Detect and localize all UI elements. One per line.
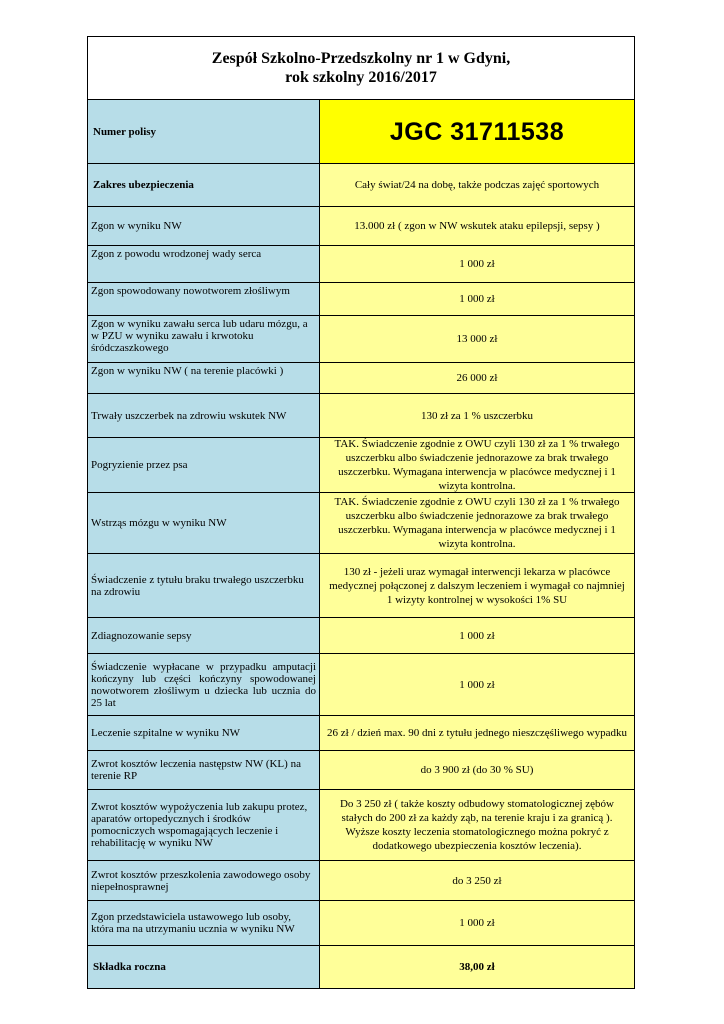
table-row: [88, 438, 634, 493]
row-value: 13 000 zł: [320, 316, 634, 362]
row-value: 13.000 zł ( zgon w NW wskutek ataku epilepsji, sepsy ): [320, 207, 634, 245]
table-row: [88, 901, 634, 946]
row-label: Zgon w wyniku NW ( na terenie placówki ): [88, 363, 320, 393]
row-label: Leczenie szpitalne w wyniku NW: [88, 716, 320, 750]
row-value: 1 000 zł: [320, 618, 634, 653]
row-value: do 3 900 zł (do 30 % SU): [320, 751, 634, 789]
row-value: 1 000 zł: [320, 246, 634, 282]
table-row: [88, 164, 634, 207]
table-row: [88, 618, 634, 654]
table-row: [88, 751, 634, 790]
row-value: 1 000 zł: [320, 654, 634, 715]
row-value: TAK. Świadczenie zgodnie z OWU czyli 130 zł za 1 % trwałego uszczerbku albo świadczenie jednorazowe za brak trwałego uszczerbku. Wymagana interwencja w placówce medycznej i 1 wizyta kontrolna.: [320, 438, 634, 492]
row-value: 1 000 zł: [320, 901, 634, 945]
insurance-summary-table: [87, 36, 635, 989]
table-row: [88, 790, 634, 861]
row-label: Świadczenie wypłacane w przypadku amputacji kończyny lub części kończyny spowodowanej nowotworem złośliwym u dziecka lub ucznia do 25 lat: [88, 654, 320, 715]
row-label: Świadczenie z tytułu braku trwałego uszczerbku na zdrowiu: [88, 554, 320, 617]
row-value: 130 zł za 1 % uszczerbku: [320, 394, 634, 437]
policy-number-label: Numer polisy: [88, 100, 320, 163]
row-value: 1 000 zł: [320, 283, 634, 315]
row-value: Do 3 250 zł ( także koszty odbudowy stomatologicznej zębów stałych do 200 zł za każdy ząb, na terenie kraju i za granicą ). Wyższe koszty leczenia stomatologicznego można pokryć z dodatkowego ubezpieczenia kosztów leczenia).: [320, 790, 634, 860]
row-label: Pogryzienie przez psa: [88, 438, 320, 492]
row-label: Zwrot kosztów wypożyczenia lub zakupu protez, aparatów ortopedycznych i środków pomocniczych wspomagających leczenie i rehabilitację w wyniku NW: [88, 790, 320, 860]
table-row: [88, 554, 634, 618]
row-label: Zgon w wyniku zawału serca lub udaru mózgu, a w PZU w wyniku zawału i krwotoku śródczaszkowego: [88, 316, 320, 362]
table-row: [88, 493, 634, 554]
row-label: Zwrot kosztów przeszkolenia zawodowego osoby niepełnosprawnej: [88, 861, 320, 900]
table-row: [88, 316, 634, 363]
table-row: [88, 861, 634, 901]
table-row: [88, 654, 634, 716]
document-header: [88, 37, 634, 100]
row-value: do 3 250 zł: [320, 861, 634, 900]
row-label: Zgon w wyniku NW: [88, 207, 320, 245]
row-value: 130 zł - jeżeli uraz wymagał interwencji lekarza w placówce medycznej połączonej z dalszym leczeniem i wymagał co najmniej 1 wizyty kontrolnej w wysokości 1% SU: [320, 554, 634, 617]
annual-premium-value: 38,00 zł: [320, 946, 634, 988]
header-title-line1: Zespół Szkolno-Przedszkolny nr 1 w Gdyni,: [211, 50, 511, 67]
row-label: Zwrot kosztów leczenia następstw NW (KL) na terenie RP: [88, 751, 320, 789]
row-label: Wstrząs mózgu w wyniku NW: [88, 493, 320, 553]
row-label: Zdiagnozowanie sepsy: [88, 618, 320, 653]
annual-premium-row: [88, 946, 634, 988]
row-label: Zgon przedstawiciela ustawowego lub osoby, która ma na utrzymaniu ucznia w wyniku NW: [88, 901, 320, 945]
row-value: 26 zł / dzień max. 90 dni z tytułu jednego nieszczęśliwego wypadku: [320, 716, 634, 750]
policy-number-value: JGC 31711538: [320, 100, 634, 163]
row-label: Trwały uszczerbek na zdrowiu wskutek NW: [88, 394, 320, 437]
table-row: [88, 207, 634, 246]
table-row: [88, 283, 634, 316]
policy-number-row: [88, 100, 634, 164]
table-row: [88, 394, 634, 438]
table-row: [88, 246, 634, 283]
table-row: [88, 716, 634, 751]
annual-premium-label: Składka roczna: [88, 946, 320, 988]
row-label: Zgon z powodu wrodzonej wady serca: [88, 246, 320, 282]
row-value: Cały świat/24 na dobę, także podczas zajęć sportowych: [320, 164, 634, 206]
table-row: [88, 363, 634, 394]
header-title-line2: rok szkolny 2016/2017: [285, 69, 437, 86]
row-value: TAK. Świadczenie zgodnie z OWU czyli 130 zł za 1 % trwałego uszczerbku albo świadczenie jednorazowe za brak trwałego uszczerbku. Wymagana interwencja w placówce medycznej i 1 wizyta kontrolna.: [320, 493, 634, 553]
row-value: 26 000 zł: [320, 363, 634, 393]
row-label: Zakres ubezpieczenia: [88, 164, 320, 206]
row-label: Zgon spowodowany nowotworem złośliwym: [88, 283, 320, 315]
